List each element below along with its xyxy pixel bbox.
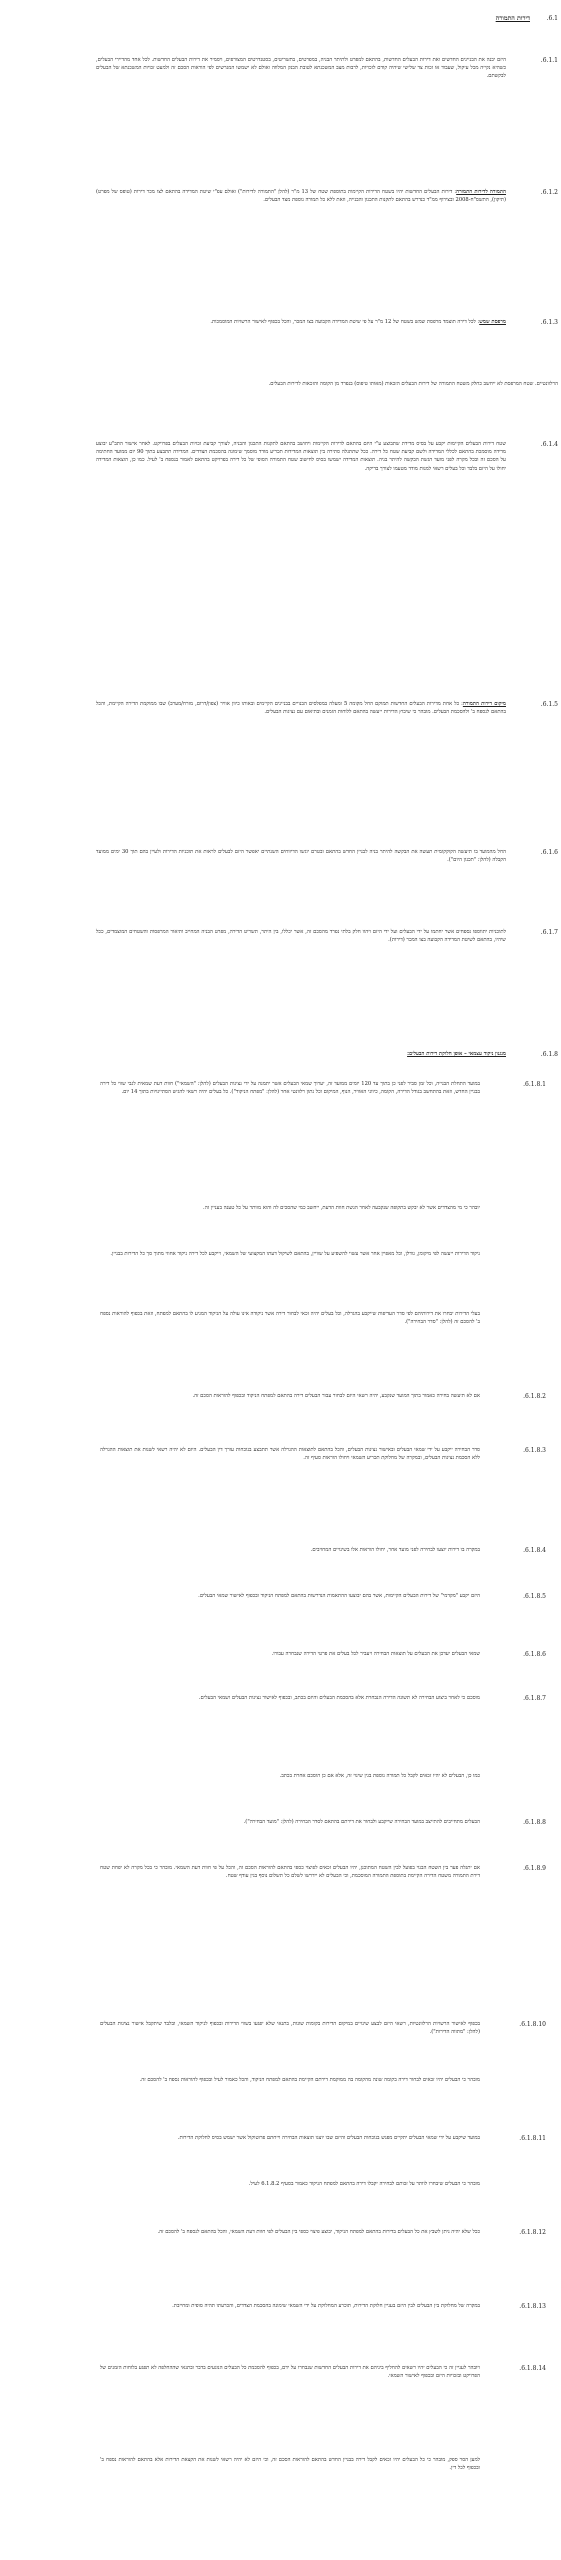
document-page — [38, 0, 558, 2560]
section-title: דירות התמורה — [495, 15, 530, 22]
clause-lead: מיקום דירות התמורה — [462, 701, 506, 707]
clause-text: הבעלים מתחייבים להתייצב במועד הבחירה שייקבע ולבחור את דירתם בהתאם לסדר הבחירה (להלן: "מועד הבחירה"). — [243, 1819, 480, 1825]
clause-number: 6.1.8. — [540, 1051, 558, 1058]
clause-number: 6.1.8.6. — [523, 1651, 546, 1658]
clause-6-1-8-6 — [100, 1650, 558, 1659]
paragraph-after-6-1-8-7 — [100, 1772, 558, 1780]
paragraph-text: כמו כן, הבעלים לא יהיו זכאים לקבל כל תמורה נוספת בגין שינוי זה, אלא אם כן הוסכם אחרת בכתב. — [279, 1773, 480, 1779]
clause-text: היזם יבנה את הבניינים החדשים ואת דירות הבעלים החדשות, בהתאם למפרט ולתיתר הבניה, במפרטים, בתשריטים, בסטנדרטים המצורפים, ויסמיר את דירות הבעלים החדשות. לכל אחד מהדיירי הבעלים, כשהיא נקייה מכל עיקול, שעבוד או זכות צד שלישי שיהיה קודם לזכויות, לרבות מצב המשכנתא לטובת הבנק המלווה ואולם לא ישמשו המגרשים לפי הוראות הסכם זה ולמעט זכויות המשכנתא של הבעלים לבקשתם. — [96, 57, 506, 80]
clause-6-1-8 — [96, 1050, 558, 1059]
clause-6-1-4 — [96, 440, 558, 473]
clause-text: אם לא תיעשה בחירה כאמור בתוך המועד שנקבע, יהיה רשאי היזם לבחור עבור הבעלים דירה בהתאם למפתח הניקוד ובכפוף להוראות הסכם זה. — [192, 1393, 480, 1399]
paragraph-text: בעלי הדירות יבחרו את דירותיהם לפי סדר העדיפות שייקבע בהגרלה, וכל בעלים יהיה זכאי לבחור דירה אשר ניקודה אינו עולה על הניקוד המגיע לו בהתאם למפתח, וזאת בכפוף להוראות נספח ב' להסכם זה (להלן: "סדר הבחירה"). — [100, 1311, 480, 1326]
clause-number: 6.1.3. — [540, 319, 558, 326]
clause-number: 6.1.8.8. — [523, 1819, 546, 1826]
clause-text: במועד שיקבע על ידי שמאי הבעלים יתקיים מפגש בנוכחות הבעלים והיזם שבו יוצגו תוצאות הבחירה וייחתם פרוטוקול אשר ישמש בסיס לחלוקת הדירות. — [177, 2135, 480, 2141]
clause-text: לתוכניות יתווספו נספחים אשר יחתמו על ידי הבעלים ועל ידי היזם ויהוו חלק בלתי נפרד מהסכם זה, אשר יכללו, בין היתר, תשריט הדירה, מפרט הבניה המחייב ותיאור המרפסות והשטחים המוצמדים, ככל שיהיו, בהתאם לשיטת המדידה הקבועה בצו המכר (דירות). — [96, 929, 506, 944]
clause-text: ויובהר לעניין זה כי הבעלים יהיו רשאים להחליף ביניהם את דירות הבעלים החדשות שנבחרו על ידם, בכפוף להסכמת כל הבעלים הנוגעים בדבר ובתנאי שההחלפה לא תפגע בלוחות הזמנים של הפרויקט ובזכויות היזם ובכפוף לאישור השמאי. — [100, 2365, 480, 2380]
clause-title: מנגנון ניקוד עצמאי – אופן חלוקת דירות הבעלים: — [407, 1051, 506, 1057]
clause-number: 6.1.8.10. — [519, 2021, 546, 2028]
clause-number: 6.1.4. — [540, 441, 558, 448]
paragraph-after-6-1-8-1-a — [100, 1204, 558, 1212]
clause-text: שטח דירות הבעלים הקיימות יקבע על בסיס מדידת שתבוצע ע"י היזם בהתאם לדירות הקיימות ויחושב בהתאם לתקנות התכנון והבניה, לצורך קביעת זכויות הבעלים בפרויקט. לאחר אישור התב"ע יבוצע מדידה מוסמכת בהתאם לכללי המדידה ולשם קביעת שטח כל דירה. ככל שתתגלה סתירה בין תוצאות המדידות תכריע מודד מוסמך שימונה בהסכמת הצדדים. המדידה תתבצע בתוך 90 יום ממועד החתימה על הסכם זה ובכל מקרה לפני מועד הגשת הבקשה להיתר בניה. תוצאות המדידה ישמשו בסיס לחישוב שטח התמורה הסופי של כל דירה בפרויקט בהתאם לאמור בנספח ב' לעיל. כמו כן, הוצאות המדידה יחולו על היזם בלבד וכל בעלים רשאי למנות מודד מטעמו לצורך בדיקה. — [96, 441, 506, 472]
paragraph-after-6-1-3 — [96, 380, 558, 388]
clause-number: 6.1.8.5. — [523, 1593, 546, 1600]
clause-6-1-8-4 — [100, 1546, 558, 1555]
paragraph-after-6-1-8-10 — [100, 2076, 558, 2084]
clause-6-1-3 — [96, 318, 558, 327]
clause-text: במקרה של מחלוקת בין הבעלים לבין היזם בעניין חלוקת הדירות, תוכרע המחלוקת על ידי השמאי שימונה בהסכמת הצדדים, והכרעתו תהיה סופית ומחייבת. — [172, 2303, 480, 2309]
clause-number: 6.1.8.2. — [523, 1393, 546, 1400]
clause-body: התמורה לדירות התמורה: דירות הבעלים החדשות יהיו בשטח הדירות הקיימות בתוספת שטח של 13 מ"ר (להלן "התמורה לדירות") ואולם עפ"י שיטת המדידה בהתאם לצו מכר דירות (טופס של מפרט) (תיקון), התשס"ח-2008 ובצירוף ממ"ד כנדרש בהתאם לתקנות התכנון והבנייה, וזאת ללא כל תמורה נוספת מצד הבעלים. — [96, 189, 507, 204]
clause-number: 6.1.1. — [540, 57, 558, 64]
clause-body: מרפסת שמש: לכל דירה תוצמד מרפסת שמש בשטח של 12 מ"ר על פי שיטת המדידה הקבועה בצו המכר, והכל בכפוף לאישור הרשויות המוסמכות. — [210, 319, 506, 325]
clause-number: 6.1.8.7. — [523, 1695, 546, 1702]
clause-6-1-8-1 — [100, 1080, 558, 1096]
clause-text: כל אחת מדירות הבעלים החדשות תמוקם החל מקומה 5 ומעלה במפלסים הבנויים בבניינים הקיימים ובאותו כיוון אוויר (צפון/דרום, מזרח/מערב) שבו ממוקמת הדירה הקיימת, והכל בהתאם לנספח ב' ולהסכמת הבעלים. מובהר כי שיבוץ הדירות ייעשה בהתאם ללוחות הזמנים ובתיאום עם נציגות הבעלים. — [96, 701, 506, 716]
clause-6-1-8-3 — [100, 1446, 558, 1462]
clause-6-1-8-2 — [100, 1392, 558, 1401]
clause-6-1-6 — [96, 848, 558, 864]
clause-text: לכל דירה תוצמד מרפסת שמש בשטח של 12 מ"ר על פי שיטת המדידה הקבועה בצו המכר, והכל בכפוף לאישור הרשויות המוסמכות. — [210, 319, 476, 325]
clause-number: 6.1.8.1. — [523, 1081, 546, 1088]
section-6-1 — [496, 14, 558, 23]
clause-6-1-8-9 — [100, 1864, 558, 1880]
paragraph-text: מובהר כי הבעלים יהיו זכאים לבחור דירה בקומה שונה מהקומה בה ממוקמת דירתם הקיימת בהתאם למפתח הניקוד, והכל כאמור לעיל ובכפוף להוראות נספח ב' להסכם זה. — [139, 2077, 480, 2083]
clause-text: היזם יקבע "מקדמי" של דירות הבעלים הקיימות, אשר בהם יבוצעו ההתאמות הנדרשות בהתאם למפתח הניקוד ובכפוף לאישור שמאי הבעלים. — [198, 1593, 480, 1599]
clause-number: 6.1.7. — [540, 929, 558, 936]
clause-text: במקרה בו דירות יוצעו לבחירה לפני מועד אחר, יחולו הוראות אלו בשינויים המחויבים. — [310, 1547, 480, 1553]
clause-number: 6.1.8.3. — [523, 1447, 546, 1454]
clause-number: 6.1.8.9. — [523, 1865, 546, 1872]
section-number: 6.1. — [546, 15, 558, 22]
clause-6-1-8-7 — [100, 1694, 558, 1703]
clause-6-1-8-11 — [100, 2134, 558, 2143]
clause-text: במועד התחלת הבנייה, וכל זמן סביר לפני כן בתוך עד 120 יומים ממועד זה, יערוך שמאי הבעלים אשר יתמנה על ידי נציגות הבעלים (להלן: "השמאי") חוות דעת שמאית לגבי שווי כל דירה בבניין החדש, וזאת בהתחשב בגודל הדירה, הקומה, כיווני האוויר, הנוף, המיקום וכל נתון רלוונטי אחר (להלן: "מפתח הניקוד"). כל בעלים יהיה רשאי להגיש הסתייגויות בתוך 14 יום. — [100, 1081, 480, 1096]
clause-6-1-8-8 — [100, 1818, 558, 1827]
clause-number: 6.1.2. — [540, 189, 558, 196]
clause-number: 6.1.8.13. — [519, 2303, 546, 2310]
paragraph-after-6-1-8-11 — [100, 2180, 558, 2188]
clause-text: החל מהמועד בו תיעשה הקוקקומית תעשה את הבקשה להיתר בניה לבניין החדש בהתאם ובטרם יוגשו הדיווחים השנתיים יאפשר היזם לבעלים לראות את תוכניות הדירות ולעיין בהם תוך 30 ימים ממועד הקבלה (להלן: "תכנון היום"). — [96, 849, 506, 864]
clause-6-1-8-14 — [100, 2364, 558, 2380]
clause-number: 6.1.8.11. — [519, 2135, 546, 2142]
clause-number: 6.1.8.12. — [519, 2229, 546, 2236]
clause-text: מוסכם כי לאחר ביצוע הבחירה לא תשונה הדירה הנבחרת אלא בהסכמת הבעלים והיזם בכתב, ובכפוף לאישור נציגות הבעלים ושמאי הבעלים. — [198, 1695, 480, 1701]
clause-6-1-2 — [96, 188, 558, 204]
clause-6-1-1 — [96, 56, 558, 81]
paragraph-text: מובהר כי הבעלים שיבחרו לוותר על זכותם לבחירה יקבלו דירה בהתאם למפתח הניקוד כאמור בסעיף 6.1.8.2 לעיל. — [248, 2181, 480, 2187]
paragraph-text: יובהר כי מי מהצדדים אשר לא יבקש בתקופה שנקבעה לאחר הגשת חוות הדעת, ייחשב כמי שהסכים לה והוא מוותר על כל טענה בעניין זה. — [203, 1205, 480, 1211]
clause-number: 6.1.5. — [540, 701, 558, 708]
clause-text: דירות הבעלים החדשות יהיו בשטח הדירות הקיימות בתוספת שטח של 13 מ"ר (להלן "התמורה לדירות") ואולם עפ"י שיטת המדידה בהתאם לצו מכר דירות (טופס של מפרט) (תיקון), התשס"ח-2008 ובצירוף ממ"ד כנדרש בהתאם לתקנות התכנון והבנייה, וזאת ללא כל תמורה נוספת מצד הבעלים. — [96, 189, 506, 204]
clause-text: שמאי הבעלים יעדכן את הבעלים על תוצאות הבחירה ויעביר לכל בעלים את פרטי הדירה שנבחרה עבורו. — [271, 1651, 480, 1657]
clause-text: בכפוף לאישור הרשויות הרלוונטיות, רשאי היזם לבצע שינויים במיקום הדירות בקומות שונות, בתנאי שלא יפגעו בשווי הדירות ובכפוף לניקוד השמאי, ובלבד שיתקבל אישור נציגות הבעלים (להלן: "מתווה הדירות"). — [100, 2021, 480, 2036]
clause-6-1-8-13 — [100, 2302, 558, 2311]
clause-6-1-8-10 — [100, 2020, 558, 2036]
clause-number: 6.1.6. — [540, 849, 558, 856]
clause-6-1-8-12 — [100, 2228, 558, 2237]
paragraph-after-6-1-8-1-c — [100, 1310, 558, 1326]
clause-text: סדר הבחירה ייקבע על ידי שמאי הבעלים ובאישור נציגות הבעלים, והכל בהתאם לתוצאות ההגרלה אשר תתבצע בנוכחות עורך דין הבעלים. היזם לא יהיה רשאי לשנות את תוצאות ההגרלה ללא הסכמת נציגות הבעלים, ובמקרה של מחלוקת תכריע השמאי ויחולו הוראות סעיף זה. — [100, 1447, 480, 1462]
paragraph-text: הרלוונטיים. שטח המרפסת לא ייחשב כחלק משטח התמורה של דירות הבעלים הזכאות (מאותו טיפוס) בנפרד מן הקומה והזכאות לדירות הבעלים. — [268, 381, 558, 387]
clause-text: אם יתגלה פער בין השטח הבנוי בפועל לבין השטח המתוכנן, יהיו הבעלים זכאים לפיצוי כספי בהתאם להוראות הסכם זה, והכל על פי חוות דעת השמאי. מובהר כי בכל מקרה לא יפחת שטח דירת התמורה משטח הדירה הקיימת בתוספת התמורה המוסכמת, וכי הבעלים לא יידרשו לשלם כל תשלום נוסף בגין עודף שטח. — [100, 1865, 480, 1880]
clause-6-1-7 — [96, 928, 558, 944]
paragraph-text: ניקוד הדירות ייעשה לפי מיקומן, גודלן, וכל מאפיין אחר אשר עשוי להשפיע על שוויין, בהתאם לשיקול דעתו המקצועי של השמאי, וייקבע לכל דירה ניקוד אחוזי מתוך סך כל הדירות בבניין. — [110, 1251, 480, 1257]
paragraph-after-6-1-8-1-b — [100, 1250, 558, 1258]
clause-lead: מרפסת שמש — [479, 319, 506, 325]
clause-number: 6.1.8.14. — [519, 2365, 546, 2372]
clause-6-1-8-5 — [100, 1592, 558, 1601]
paragraph-text: למען הסר ספק, מובהר כי כל הבעלים יהיו זכאים לקבל דירה בבניין החדש בהתאם להוראות הסכם זה, וכי היזם לא יהיה רשאי לשנות את הקצאת הדירות אלא בהתאם להוראות נספח ב' ובכפוף לכל דין. — [100, 2457, 480, 2472]
clause-text: ככל שלא יהיה ניתן לשבץ את כל הבעלים בדירות בהתאם למפתח הניקוד, יבוצע פיצוי כספי בין הבעלים לפי חוות דעת השמאי, והכל בהתאם לנספח ב' להסכם זה. — [157, 2229, 480, 2235]
clause-body: מיקום דירות התמורה: כל אחת מדירות הבעלים החדשות תמוקם החל מקומה 5 ומעלה במפלסים הבנויים בבניינים הקיימים ובאותו כיוון אוויר (צפון/דרום, מזרח/מערב) שבו ממוקמת הדירה הקיימת, והכל בהתאם לנספח ב' ולהסכמת הבעלים. מובהר כי שיבוץ הדירות ייעשה בהתאם ללוחות הזמנים ובתיאום עם נציגות הבעלים. — [96, 701, 506, 716]
clause-6-1-5 — [96, 700, 558, 716]
clause-lead: התמורה לדירות התמורה — [456, 189, 507, 195]
paragraph-final — [100, 2456, 558, 2472]
clause-number: 6.1.8.4. — [523, 1547, 546, 1554]
